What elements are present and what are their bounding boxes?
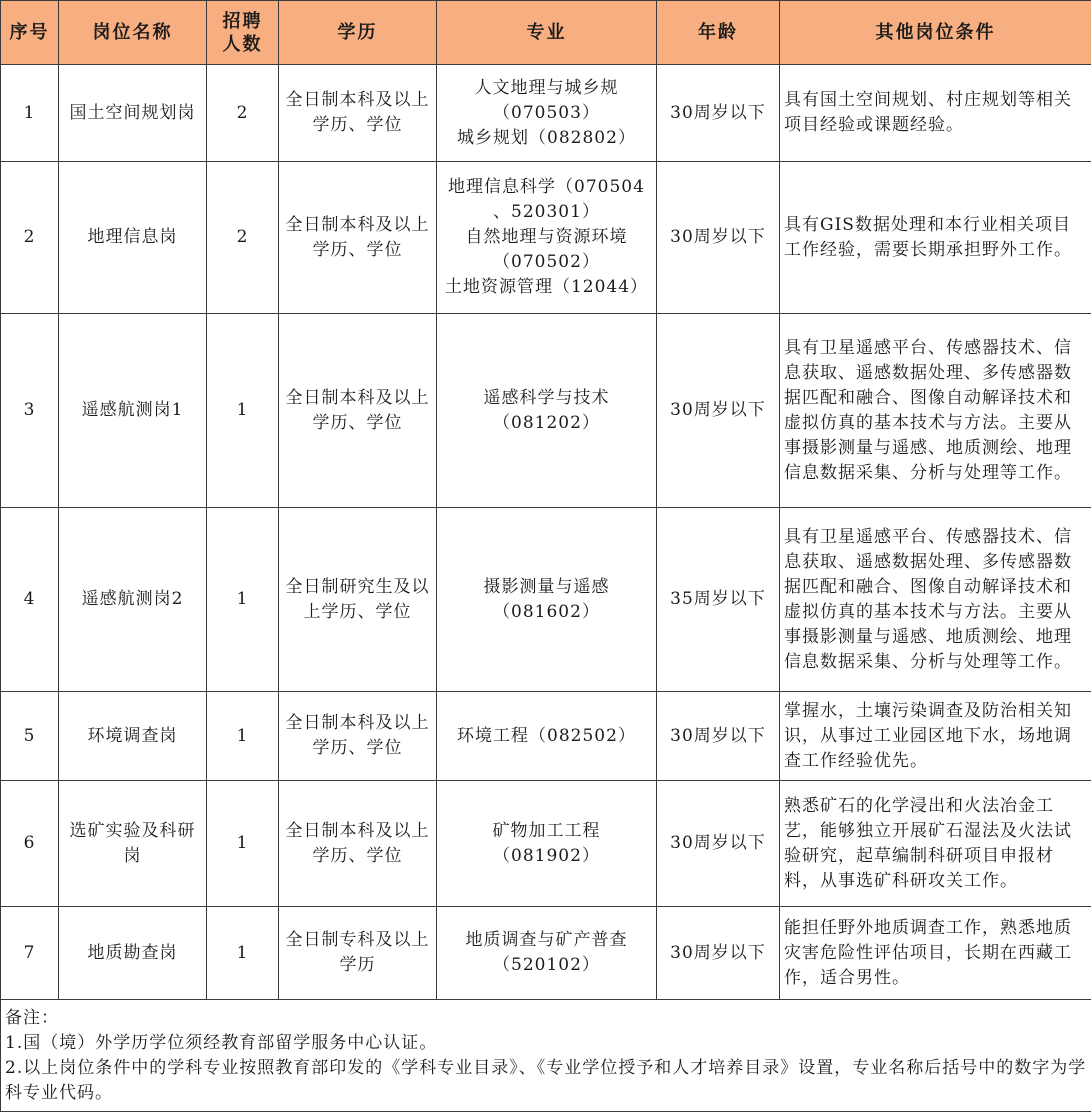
cell-major: [437, 508, 657, 692]
major-line: （081602）: [493, 601, 600, 622]
cell-count: 1: [207, 907, 279, 1000]
cell-other: 能担任野外地质调查工作，熟悉地质灾害危险性评估项目，长期在西藏工作，适合男性。: [780, 907, 1091, 1000]
cell-count: 2: [207, 65, 279, 162]
header-age: 年龄: [657, 1, 780, 65]
table-row: [1, 907, 1091, 1000]
cell-major: [437, 162, 657, 314]
header-major: 专业: [437, 1, 657, 65]
cell-education: 全日制本科及以上学历、学位: [279, 781, 437, 907]
major-line: 环境工程（082502）: [457, 725, 636, 746]
table-row: [1, 65, 1091, 162]
major-line: 自然地理与资源环境: [465, 227, 628, 247]
major-line: （070502）: [493, 252, 600, 272]
cell-post: 地质勘查岗: [59, 907, 207, 1000]
header-other: 其他岗位条件: [780, 1, 1091, 65]
header-education: 学历: [279, 1, 437, 65]
cell-age: 30周岁以下: [657, 314, 780, 508]
major-line: 矿物加工工程: [492, 820, 601, 841]
cell-other: 具有国土空间规划、村庄规划等相关项目经验或课题经验。: [780, 65, 1091, 162]
cell-count: 1: [207, 781, 279, 907]
notes-cell: [1, 1000, 1091, 1112]
cell-seq: 6: [1, 781, 59, 907]
cell-major: [437, 65, 657, 162]
cell-major: [437, 314, 657, 508]
cell-age: 30周岁以下: [657, 65, 780, 162]
cell-seq: 7: [1, 907, 59, 1000]
header-count-line2: 人数: [222, 33, 263, 55]
cell-education: 全日制本科及以上学历、学位: [279, 692, 437, 781]
major-line: 、520301）: [493, 202, 600, 222]
cell-post: 国土空间规划岗: [59, 65, 207, 162]
major-line: 城乡规划（082802）: [457, 127, 636, 148]
cell-education: 全日制研究生及以上学历、学位: [279, 508, 437, 692]
cell-other: 具有GIS数据处理和本行业相关项目工作经验，需要长期承担野外工作。: [780, 162, 1091, 314]
header-post: 岗位名称: [59, 1, 207, 65]
notes-title: 备注：: [5, 1007, 59, 1028]
table-row: [1, 781, 1091, 907]
table-row: [1, 508, 1091, 692]
notes-item: 1.国（境）外学历学位须经教育部留学服务中心认证。: [5, 1032, 438, 1053]
notes-row: [1, 1000, 1091, 1112]
cell-age: 30周岁以下: [657, 692, 780, 781]
cell-age: 35周岁以下: [657, 508, 780, 692]
cell-education: 全日制本科及以上学历、学位: [279, 65, 437, 162]
cell-major: [437, 907, 657, 1000]
cell-other: 具有卫星遥感平台、传感器技术、信息获取、遥感数据处理、多传感器数据匹配和融合、图像自动解译技术和虚拟仿真的基本技术与方法。主要从事摄影测量与遥感、地质测绘、地理信息数据采集、分析与处理等工作。: [780, 508, 1091, 692]
cell-age: 30周岁以下: [657, 907, 780, 1000]
header-row: [1, 1, 1091, 65]
major-line: 摄影测量与遥感: [483, 576, 610, 597]
cell-post: 遥感航测岗2: [59, 508, 207, 692]
cell-education: 全日制本科及以上学历、学位: [279, 162, 437, 314]
cell-seq: 5: [1, 692, 59, 781]
cell-other: 具有卫星遥感平台、传感器技术、信息获取、遥感数据处理、多传感器数据匹配和融合、图像自动解译技术和虚拟仿真的基本技术与方法。主要从事摄影测量与遥感、地质测绘、地理信息数据采集、分析与处理等工作。: [780, 314, 1091, 508]
major-line: 遥感科学与技术: [483, 387, 610, 408]
cell-education: 全日制本科及以上学历、学位: [279, 314, 437, 508]
major-line: 地质调查与矿产普查: [465, 930, 628, 950]
header-count: [207, 1, 279, 65]
cell-post: 地理信息岗: [59, 162, 207, 314]
cell-seq: 4: [1, 508, 59, 692]
table-row: [1, 314, 1091, 508]
cell-count: 1: [207, 692, 279, 781]
major-line: （081202）: [493, 412, 600, 433]
major-line: （070503）: [493, 102, 600, 123]
cell-count: 2: [207, 162, 279, 314]
header-seq: 序号: [1, 1, 59, 65]
major-line: 地理信息科学（070504: [448, 177, 645, 197]
cell-other: 掌握水，土壤污染调查及防治相关知识，从事过工业园区地下水，场地调查工作经验优先。: [780, 692, 1091, 781]
cell-other: 熟悉矿石的化学浸出和火法冶金工艺，能够独立开展矿石湿法及火法试验研究，起草编制科研项目申报材料，从事选矿科研攻关工作。: [780, 781, 1091, 907]
major-line: 人文地理与城乡规: [474, 77, 619, 98]
notes-item: 2.以上岗位条件中的学科专业按照教育部印发的《学科专业目录》、《专业学位授予和人才培养目录》设置，专业名称后括号中的数字为学科专业代码。: [5, 1057, 1087, 1103]
cell-education: 全日制专科及以上学历: [279, 907, 437, 1000]
cell-seq: 1: [1, 65, 59, 162]
major-line: 土地资源管理（12044）: [444, 277, 649, 297]
cell-count: 1: [207, 314, 279, 508]
major-line: （520102）: [493, 955, 600, 975]
cell-post: 环境调查岗: [59, 692, 207, 781]
cell-post: 选矿实验及科研岗: [59, 781, 207, 907]
table-row: [1, 692, 1091, 781]
cell-post: 遥感航测岗1: [59, 314, 207, 508]
cell-seq: 2: [1, 162, 59, 314]
cell-count: 1: [207, 508, 279, 692]
cell-seq: 3: [1, 314, 59, 508]
header-count-line1: 招聘: [222, 10, 263, 32]
table-row: [1, 162, 1091, 314]
cell-age: 30周岁以下: [657, 162, 780, 314]
cell-major: [437, 692, 657, 781]
cell-major: [437, 781, 657, 907]
major-line: （081902）: [493, 845, 600, 866]
cell-age: 30周岁以下: [657, 781, 780, 907]
